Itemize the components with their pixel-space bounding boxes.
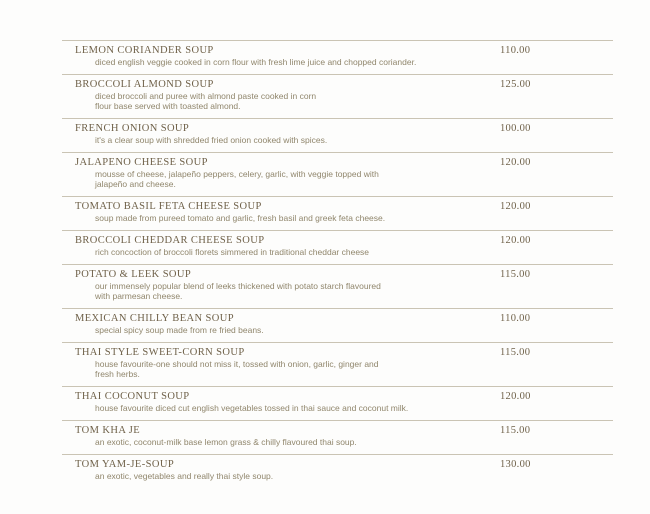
menu-item-name: BROCCOLI CHEDDAR CHEESE SOUP (75, 235, 265, 246)
menu-item (62, 230, 613, 264)
menu-item (62, 196, 613, 230)
menu-item-price: 115.00 (500, 347, 531, 358)
menu-item-name: MEXICAN CHILLY BEAN SOUP (75, 313, 234, 324)
menu-item-name: LEMON CORIANDER SOUP (75, 45, 214, 56)
menu-item (62, 342, 613, 386)
menu-item-description: our immensely popular blend of leeks thickened with potato starch flavoured (95, 281, 381, 291)
menu-item-header (62, 269, 613, 281)
menu-item-description: diced english veggie cooked in corn flour with fresh lime juice and chopped coriander. (95, 57, 417, 67)
menu-item (62, 74, 613, 118)
menu-item-header (62, 391, 613, 403)
menu-item-header (62, 235, 613, 247)
soup-menu-list (62, 40, 613, 488)
menu-item-header (62, 313, 613, 325)
menu-item-name: TOM YAM-JE-SOUP (75, 459, 175, 470)
menu-item-name: THAI COCONUT SOUP (75, 391, 190, 402)
menu-item (62, 386, 613, 420)
menu-item-price: 130.00 (500, 459, 531, 470)
menu-item-price: 125.00 (500, 79, 531, 90)
menu-item-description: rich concoction of broccoli florets simmered in traditional cheddar cheese (95, 247, 370, 257)
menu-item-description: diced broccoli and puree with almond paste cooked in corn (95, 91, 317, 101)
menu-item-header (62, 45, 613, 57)
menu-item (62, 40, 613, 74)
menu-item-description: with parmesan cheese. (95, 291, 183, 301)
menu-item-name: POTATO & LEEK SOUP (75, 269, 192, 280)
menu-item-header (62, 123, 613, 135)
menu-item-price: 115.00 (500, 425, 531, 436)
menu-item (62, 118, 613, 152)
menu-item (62, 308, 613, 342)
menu-item (62, 420, 613, 454)
menu-item-description: an exotic, vegetables and really thai style soup. (95, 471, 274, 481)
menu-item-header (62, 157, 613, 169)
menu-item-header (62, 459, 613, 471)
menu-item-header (62, 425, 613, 437)
menu-item-description: it's a clear soup with shredded fried onion cooked with spices. (95, 135, 328, 145)
menu-item-header (62, 347, 613, 359)
menu-item-description: house favourite-one should not miss it, tossed with onion, garlic, ginger and (95, 359, 379, 369)
menu-item-name: JALAPENO CHEESE SOUP (75, 157, 208, 168)
menu-item-price: 120.00 (500, 391, 531, 402)
menu-item-name: BROCCOLI ALMOND SOUP (75, 79, 214, 90)
menu-item-header (62, 201, 613, 213)
menu-item-price: 120.00 (500, 235, 531, 246)
menu-item-description: soup made from pureed tomato and garlic, fresh basil and greek feta cheese. (95, 213, 386, 223)
menu-item-price: 120.00 (500, 201, 531, 212)
menu-item-price: 100.00 (500, 123, 531, 134)
menu-item (62, 454, 613, 488)
menu-item-description: fresh herbs. (95, 369, 140, 379)
menu-item-name: FRENCH ONION SOUP (75, 123, 190, 134)
menu-item (62, 264, 613, 308)
menu-item-description: mousse of cheese, jalapeño peppers, celery, garlic, with veggie topped with (95, 169, 379, 179)
menu-item-name: THAI STYLE SWEET-CORN SOUP (75, 347, 245, 358)
menu-item-description: house favourite diced cut english vegetables tossed in thai sauce and coconut milk. (95, 403, 409, 413)
menu-item-description: jalapeño and cheese. (95, 179, 176, 189)
menu-item-price: 110.00 (500, 45, 531, 56)
menu-item-description: flour base served with toasted almond. (95, 101, 241, 111)
menu-item (62, 152, 613, 196)
menu-item-price: 120.00 (500, 157, 531, 168)
menu-item-price: 115.00 (500, 269, 531, 280)
menu-item-description: an exotic, coconut-milk base lemon grass & chilly flavoured thai soup. (95, 437, 357, 447)
menu-item-price: 110.00 (500, 313, 531, 324)
menu-item-name: TOMATO BASIL FETA CHEESE SOUP (75, 201, 262, 212)
menu-item-description: special spicy soup made from re fried beans. (95, 325, 264, 335)
menu-item-header (62, 79, 613, 91)
menu-item-name: TOM KHA JE (75, 425, 141, 436)
